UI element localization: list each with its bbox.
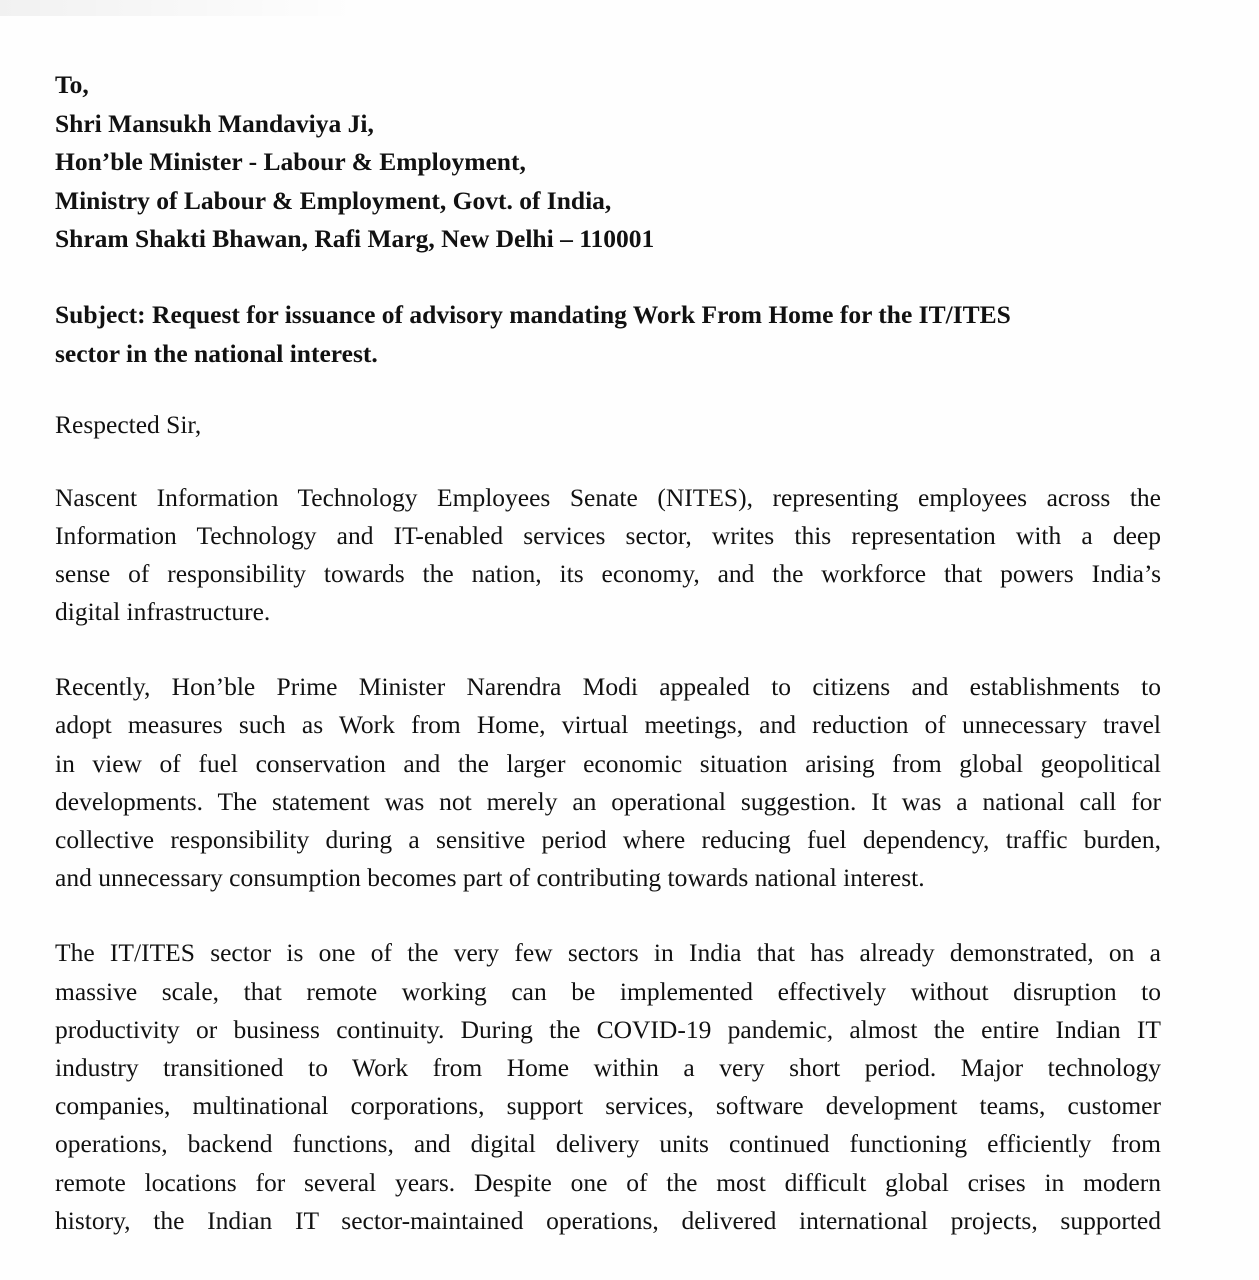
paragraph-line: industry transitioned to Work from Home within a very short period. Major technology [55,1052,1161,1082]
paragraph-line: massive scale, that remote working can be implemented effectively without disruption to [55,976,1161,1006]
subject-line: sector in the national interest. [55,338,378,368]
subject-block [55,295,1161,373]
paragraph-line: collective responsibility during a sensitive period where reducing fuel dependency, traffic burden, [55,825,1161,854]
paragraph-line: The IT/ITES sector is one of the very few sectors in India that has already demonstrated, on a [55,938,1161,968]
salutation-text: Respected Sir, [55,409,202,439]
paragraph-line: companies, multinational corporations, support services, software development teams, customer [55,1091,1161,1121]
paragraph-line: in view of fuel conservation and the larger economic situation arising from global geopolitical [55,748,1161,778]
paragraph-line: and unnecessary consumption becomes part of contributing towards national interest. [55,863,925,893]
paragraph-line: adopt measures such as Work from Home, virtual meetings, and reduction of unnecessary travel [55,710,1161,740]
paragraph-line: operations, backend functions, and digital delivery units continued functioning efficiently from [55,1129,1161,1159]
salutation [55,406,1161,444]
subject-line: Subject: Request for issuance of advisory mandating Work From Home for the IT/ITES [55,299,1011,329]
paragraph-line: Information Technology and IT-enabled services sector, writes this representation with a deep [55,520,1161,550]
paragraph-line: digital infrastructure. [55,597,271,627]
paragraph-line: Recently, Hon’ble Prime Minister Narendra Modi appealed to citizens and establishments to [55,672,1161,702]
paragraph-line: history, the Indian IT sector-maintained operations, delivered international projects, supported [55,1205,1161,1235]
address-line: Shri Mansukh Mandaviya Ji, [55,108,374,138]
paragraph-line: sense of responsibility towards the nation, its economy, and the workforce that powers India’s [55,558,1161,588]
address-line: To, [55,70,89,99]
address-line: Ministry of Labour & Employment, Govt. of India, [55,185,612,215]
address-line: Hon’ble Minister - Labour & Employment, [55,147,526,176]
paragraph-line: developments. The statement was not merely an operational suggestion. It was a national call for [55,786,1161,816]
scan-shadow [0,0,360,16]
letter-body [55,66,1161,1240]
paragraph-3 [55,934,1161,1240]
paragraph-line: Nascent Information Technology Employees Senate (NITES), representing employees across the [55,482,1161,512]
paragraph-1 [55,479,1161,632]
paragraph-line: remote locations for several years. Despite one of the most difficult global crises in modern [55,1167,1161,1197]
paragraph-line: productivity or business continuity. During the COVID-19 pandemic, almost the entire Indian IT [55,1014,1161,1044]
address-line: Shram Shakti Bhawan, Rafi Marg, New Delhi – 110001 [55,224,655,253]
recipient-address-block [55,66,1161,259]
paragraph-2 [55,668,1161,897]
